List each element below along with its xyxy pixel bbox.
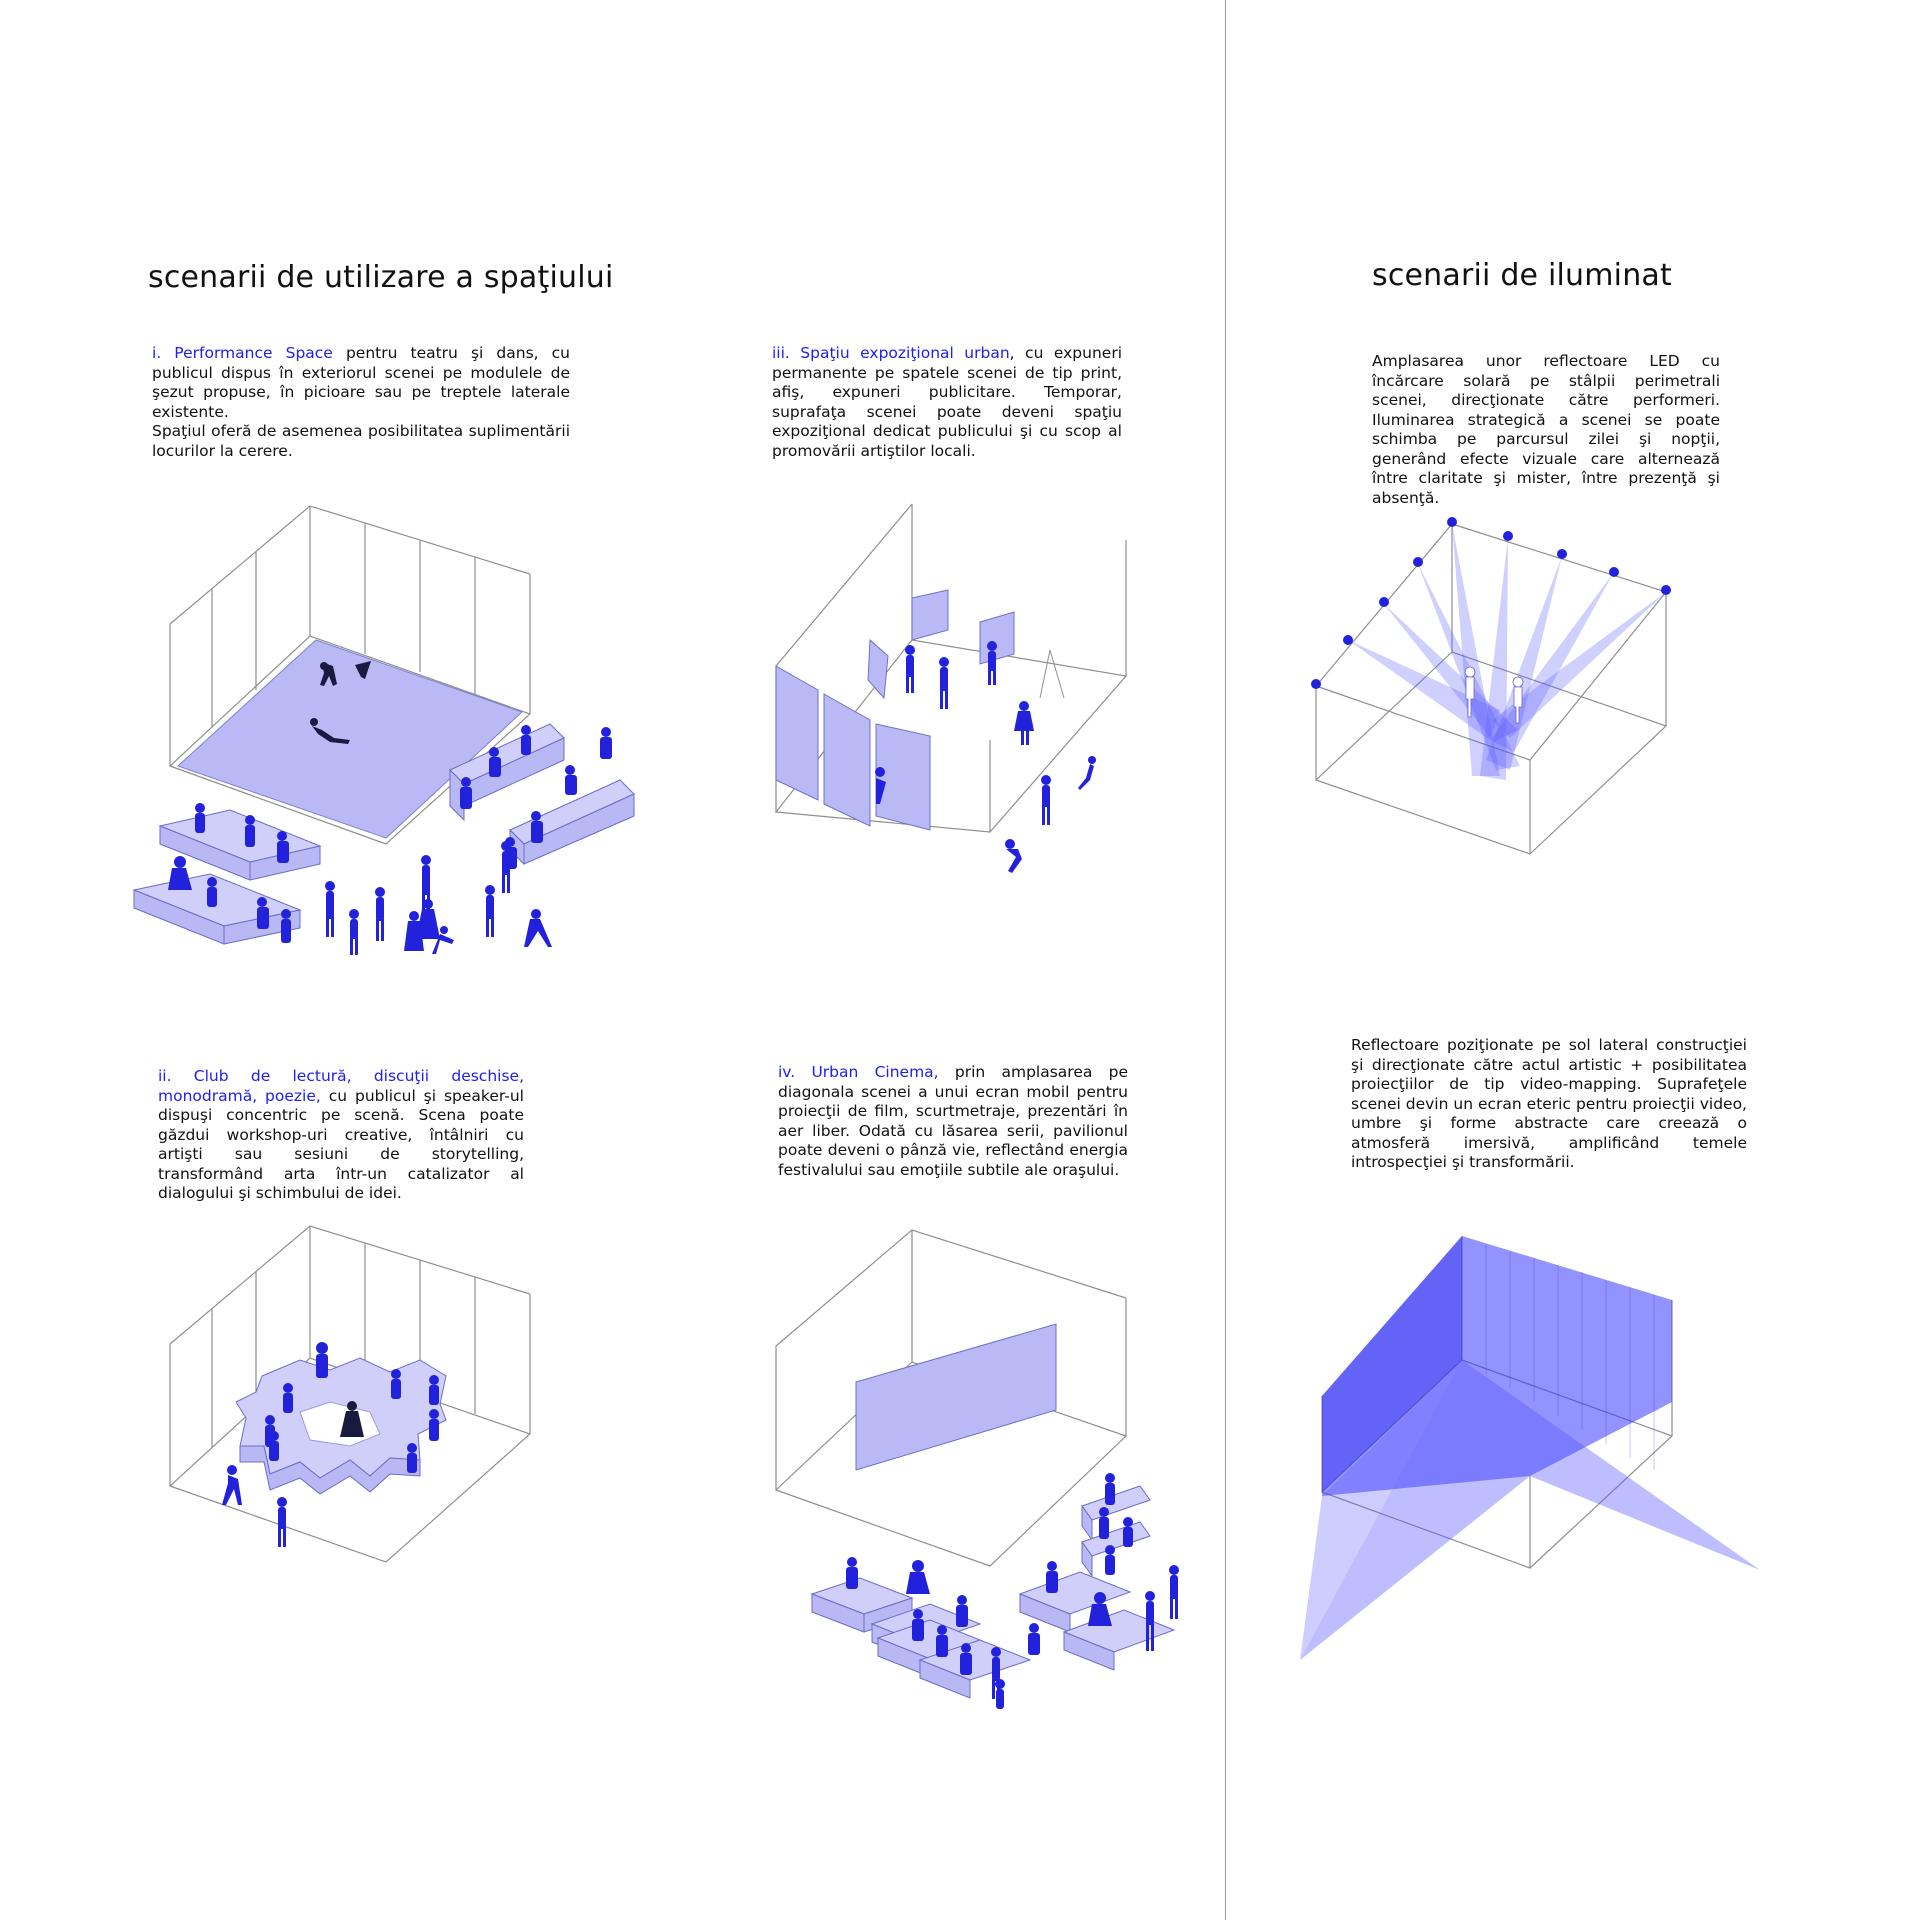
scenario-performance-body: pentru teatru şi dans, cu publicul dispus în exteriorul scenei pe modulele de şezut propuse, în picioare sau pe treptele laterale existente. [152,344,571,421]
scenario-cinema-heading: iv. Urban Cinema, [778,1063,939,1081]
scenario-exhibition-heading: iii. Spaţiu expoziţional urban [772,344,1010,362]
scenario-cinema-body: prin amplasarea pe diagonala scenei a unui ecran mobil pentru proiecţii de film, scurtmetraje, prezentări în aer liber. Odată cu lăsarea serii, pavilionul poate deveni o pânză vie, reflectând energia festivalului sau emoţiile subtile ale oraşului. [778,1063,1128,1179]
scenario-performance-note: Spaţiul oferă de asemenea posibilitatea suplimentării locurilor la cerere. [152,422,570,460]
lighting-section-title: scenarii de iluminat [1372,258,1672,293]
scenario-reading-club-heading: ii. Club de lectură, discuţii deschise, monodramă, poezie, [158,1067,524,1105]
ground-light-projections [1300,1236,1760,1660]
scenario-exhibition-body: , cu expuneri permanente pe spatele scenei de tip print, afiş, expuneri publicitare. Temporar, suprafaţa scenei poate deveni spaţiu expoziţional dedicat publicului şi cu scop al promovării artiştilor locali. [772,344,1122,460]
lighting-ground-text: Reflectoare poziţionate pe sol lateral construcţiei şi direcţionate către actul artistic + posibilitatea proiecţiilor de tip video-mapping. Suprafeţele scenei devin un ecran eteric pentru proiecţii video, umbre şi forme abstracte care creează o atmosferă imersivă, amplificând temele introspecţiei şi transformării. [1351,1036,1747,1171]
scenario-performance-heading: i. Performance Space [152,344,333,362]
scenario-reading-club-body: cu publicul şi speaker-ul dispuşi concentric pe scenă. Scena poate găzdui workshop-uri creative, întâlniri cu artişti sau sesiuni de storytelling, transformând arta într-un catalizator al dialogului şi schimbului de idei. [158,1086,524,1202]
lighting-led-text: Amplasarea unor reflectoare LED cu încărcare solară pe stâlpii perimetrali scenei, direcţionate către performeri. Iluminarea strategică a scenei se poate schimba pe parcursul zilei şi nopţii, generând efecte vizuale care alternează între claritate şi mister, între prezenţă şi absenţă. [1372,352,1720,507]
usage-section-title: scenarii de utilizare a spaţiului [148,260,614,295]
